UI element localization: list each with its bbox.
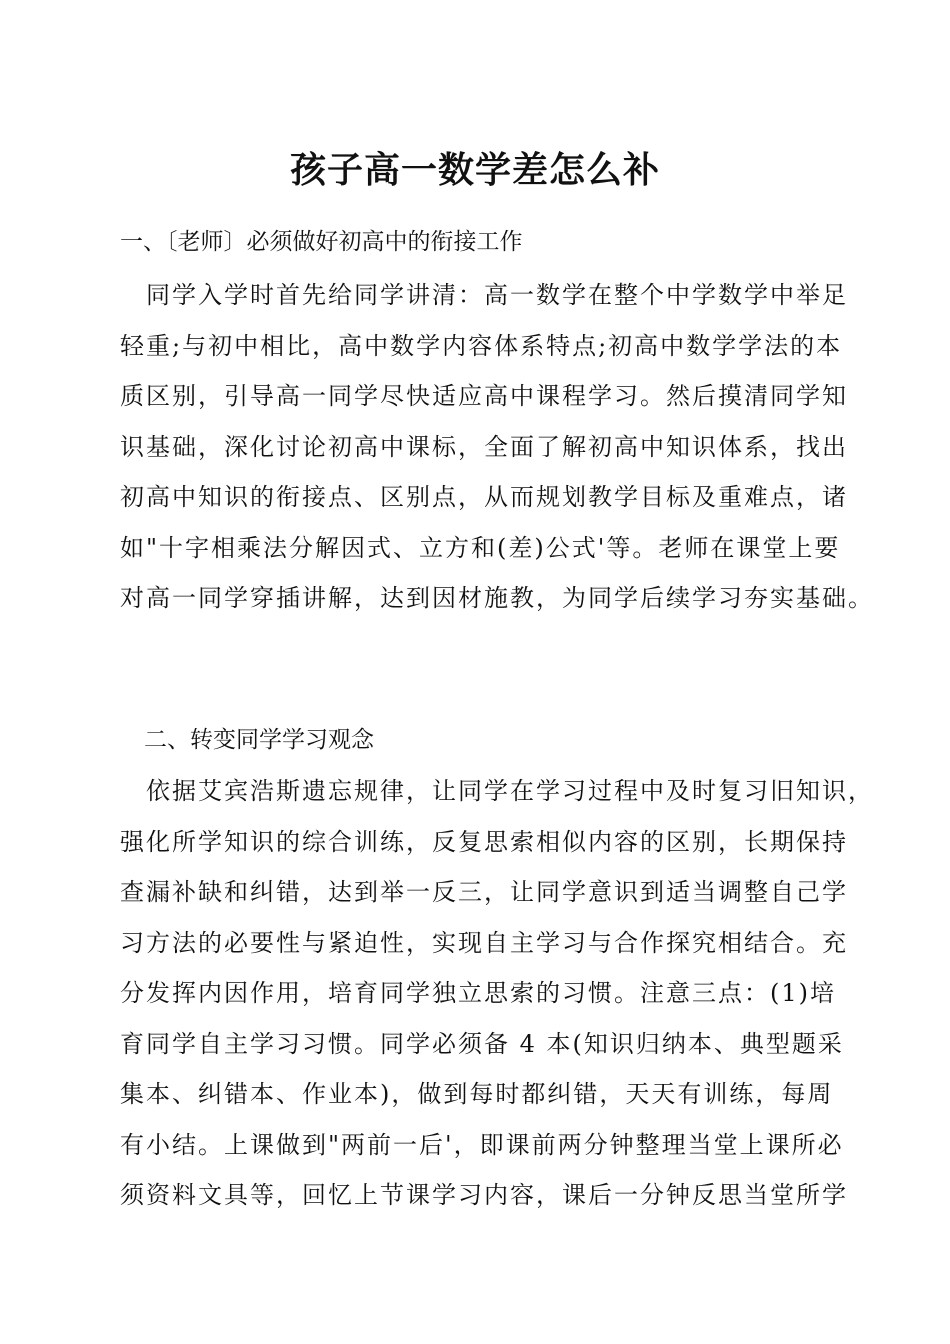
paragraph-line: 识基础，深化讨论初高中课标，全面了解初高中知识体系，找出 [120,432,848,461]
paragraph-line: 须资料文具等，回忆上节课学习内容，课后一分钟反思当堂所学 [120,1181,848,1209]
section-2-heading: 二、转变同学学习观念 [144,727,374,753]
paragraph-line: 集本、纠错本、作业本)，做到每时都纠错，天天有训练，每周 [120,1080,834,1108]
paragraph-line: 有小结。上课做到"两前一后'，即课前两分钟整理当堂上课所必 [120,1130,844,1159]
paragraph-line: 强化所学知识的综合训练，反复思索相似内容的区别，长期保持 [120,827,848,856]
paragraph-line: 质区别，引导高一同学尽快适应高中课程学习。然后摸清同学知 [120,382,848,410]
paragraph-line: 初高中知识的衔接点、区别点，从而规划教学目标及重难点，诸 [120,483,848,511]
section-1-heading: 一、〔老师〕必须做好初高中的衔接工作 [120,229,523,255]
paragraph-line: 如"十字相乘法分解因式、立方和(差)公式'等。老师在课堂上要 [120,533,841,562]
paragraph-line: 育同学自主学习习惯。同学必须备 4 本(知识归纳本、典型题采 [120,1029,844,1058]
paragraph-line: 同学入学时首先给同学讲清：高一数学在整个中学数学中举足 [146,281,848,309]
document-title: 孩子高一数学差怎么补 [289,149,660,191]
section-2-paragraph [120,766,874,1221]
section-1-paragraph [120,270,874,624]
paragraph-line: 习方法的必要性与紧迫性，实现自主学习与合作探究相结合。充 [120,928,848,957]
paragraph-line: 依据艾宾浩斯遗忘规律，让同学在学习过程中及时复习旧知识， [146,777,874,805]
paragraph-line: 对高一同学穿插讲解，达到因材施教，为同学后续学习夯实基础。 [120,584,874,612]
paragraph-line: 分发挥内因作用，培育同学独立思索的习惯。注意三点：(1)培 [120,979,836,1007]
paragraph-line: 轻重;与初中相比，高中数学内容体系特点;初高中数学学法的本 [120,331,843,360]
paragraph-line: 查漏补缺和纠错，达到举一反三，让同学意识到适当调整自己学 [120,878,848,906]
